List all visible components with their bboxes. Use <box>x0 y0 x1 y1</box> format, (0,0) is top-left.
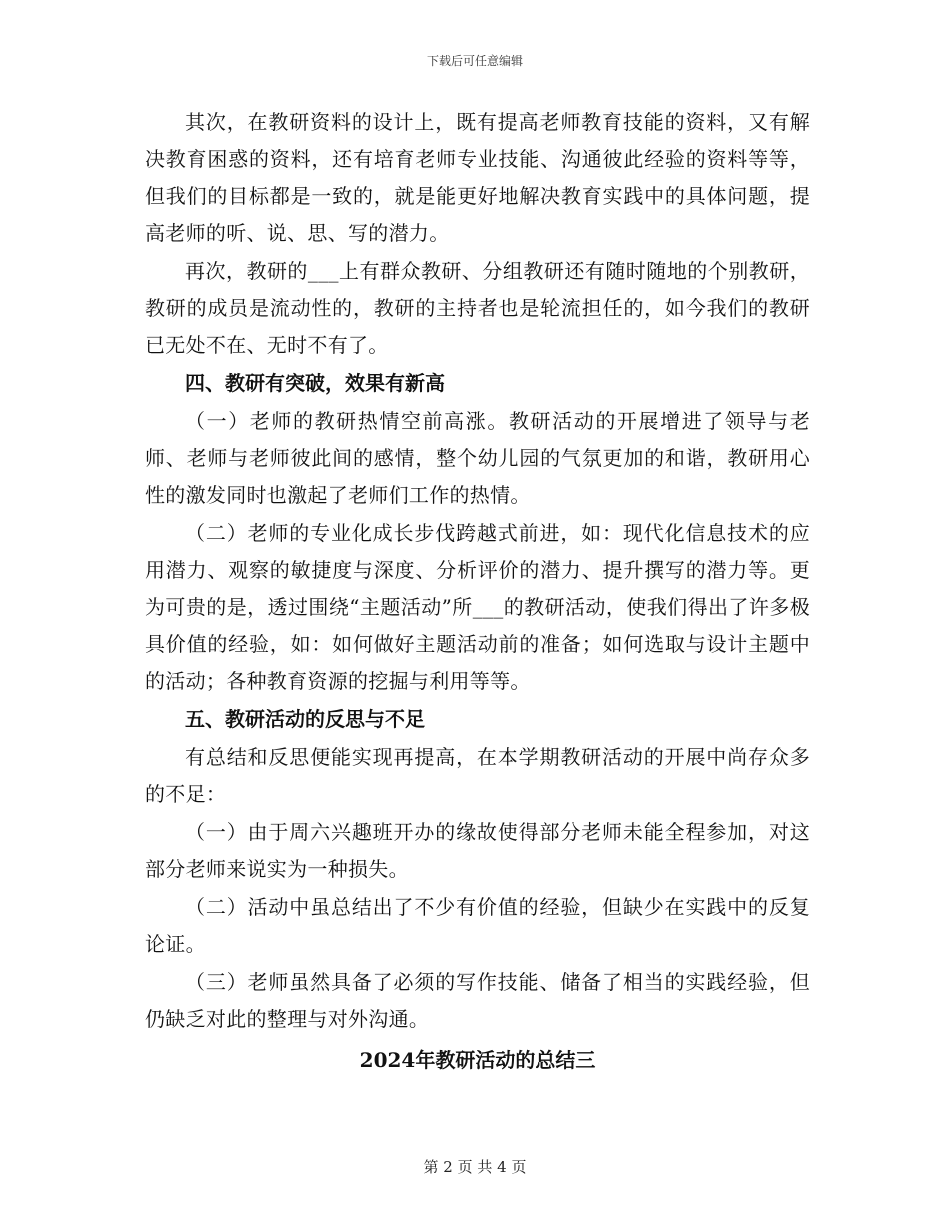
paragraph: （一）老师的教研热情空前高涨。教研活动的开展增进了领导与老师、老师与老师彼此间的感情，整个幼儿园的气氛更加的和谐，教研用心性的激发同时也激起了老师们工作的热情。 <box>145 409 810 507</box>
section-heading: 五、教研活动的反思与不足 <box>185 707 425 731</box>
document-subtitle: 2024年教研活动的总结三 <box>359 1048 596 1072</box>
paragraph: （一）由于周六兴趣班开办的缘故使得部分老师未能全程参加，对这部分老师来说实为一种损失。 <box>145 820 810 881</box>
paragraph: 有总结和反思便能实现再提高，在本学期教研活动的开展中尚存众多的不足： <box>145 745 810 806</box>
paragraph: 再次，教研的___上有群众教研、分组教研还有随时随地的个别教研，教研的成员是流动性的，教研的主持者也是轮流担任的，如今我们的教研已无处不在、无时不有了。 <box>145 259 810 357</box>
document-body <box>145 104 810 1079</box>
paragraph: （三）老师虽然具备了必须的写作技能、储备了相当的实践经验，但仍缺乏对此的整理与对外沟通。 <box>145 970 810 1031</box>
section-heading: 四、教研有突破，效果有新高 <box>185 371 445 395</box>
page-header: 下载后可任意编辑 <box>426 54 523 68</box>
paragraph: （二）老师的专业化成长步伐跨越式前进，如：现代化信息技术的应用潜力、观察的敏捷度与深度、分析评价的潜力、提升撰写的潜力等。更为可贵的是，透过围绕“主题活动”所___的教研活动，使我们得出了许多极具价值的经验，如：如何做好主题活动前的准备；如何选取与设计主题中的活动；各种教育资源的挖掘与利用等等。 <box>145 521 810 693</box>
page-number: 第 2 页 共 4 页 <box>423 1158 527 1176</box>
paragraph: （二）活动中虽总结出了不少有价值的经验，但缺少在实践中的反复论证。 <box>145 895 810 956</box>
paragraph: 其次，在教研资料的设计上，既有提高老师教育技能的资料，又有解决教育困惑的资料，还有培育老师专业技能、沟通彼此经验的资料等等，但我们的目标都是一致的，就是能更好地解决教育实践中的具体问题，提高老师的听、说、思、写的潜力。 <box>145 110 810 245</box>
